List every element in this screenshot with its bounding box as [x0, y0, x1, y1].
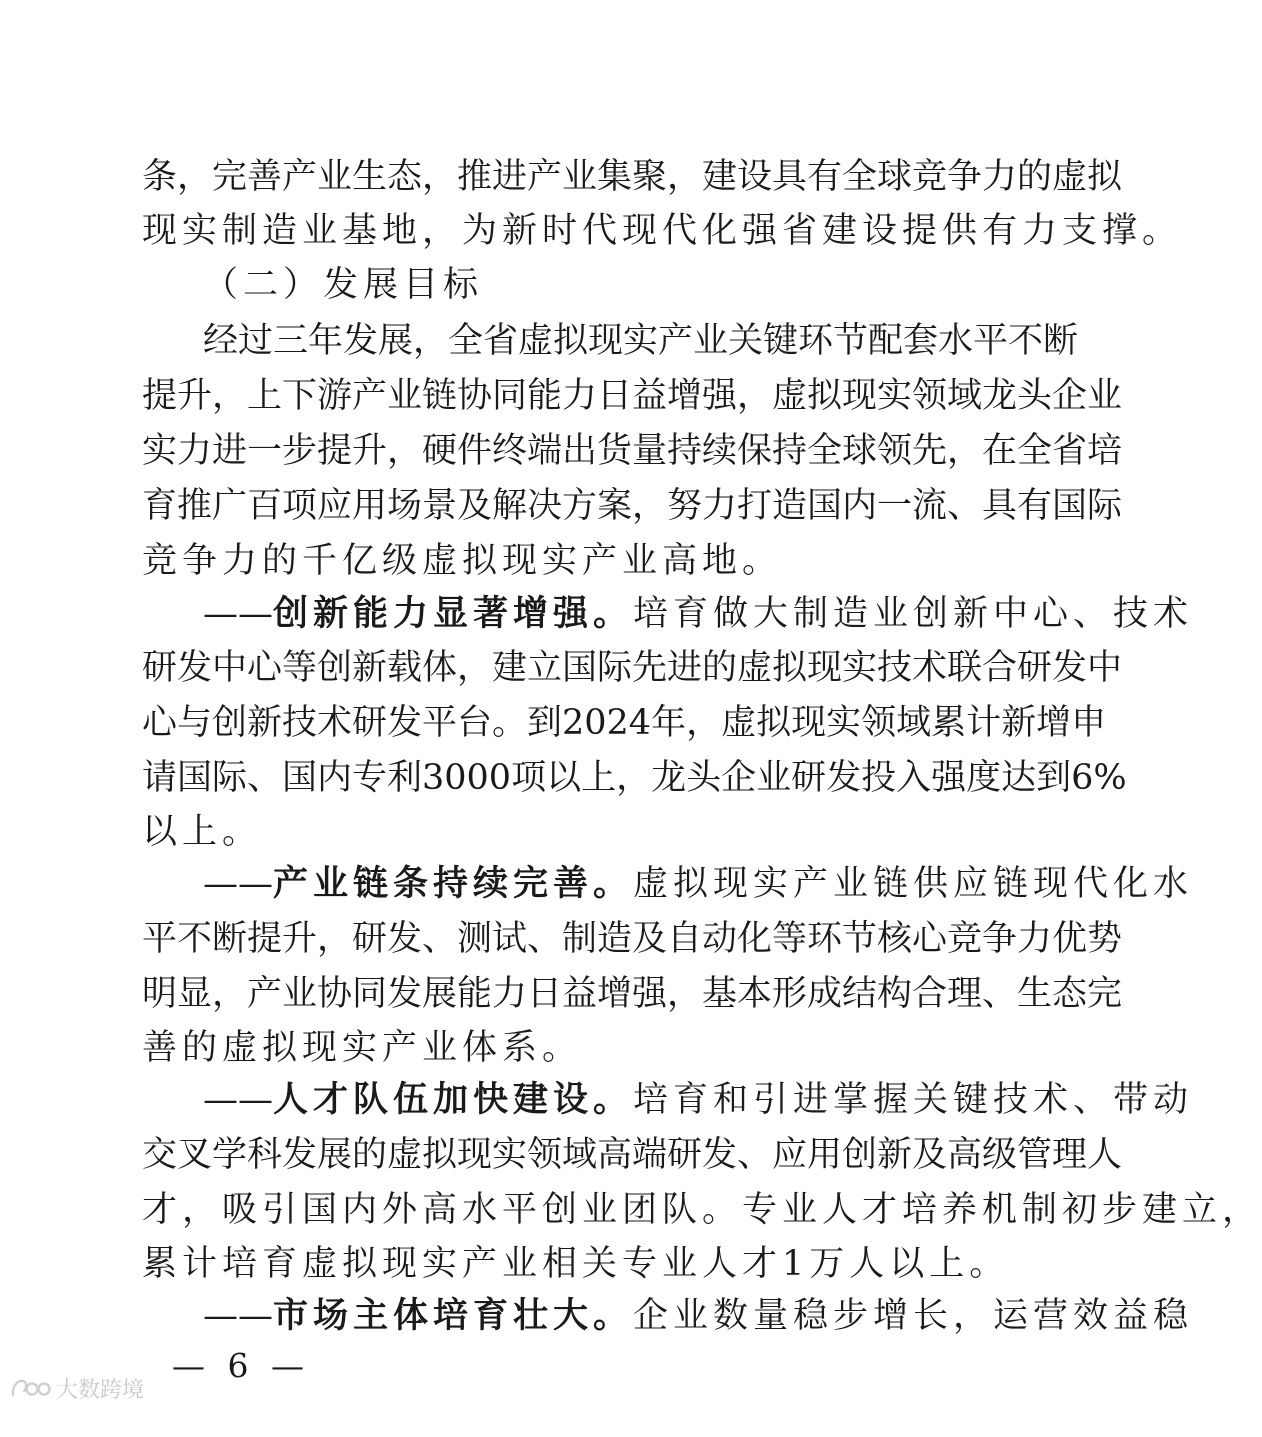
- item-heading: 人才队伍加快建设。: [273, 1079, 634, 1120]
- paragraph-line: 善的虚拟现实产业体系。: [142, 1028, 583, 1068]
- watermark: [10, 1373, 144, 1403]
- list-item: [203, 592, 1194, 636]
- paragraph-line: 竞争力的千亿级虚拟现实产业高地。: [142, 541, 783, 581]
- paragraph-line: 才，吸引国内外高水平创业团队。专业人才培养机制初步建立，: [142, 1190, 1262, 1230]
- paragraph-line: 经过三年发展，全省虚拟现实产业关键环节配套水平不断: [203, 321, 1079, 361]
- item-dash: ——: [203, 594, 273, 634]
- list-item: [203, 1078, 1194, 1122]
- paragraph-line: 累计培育虚拟现实产业相关专业人才1万人以上。: [142, 1244, 1010, 1284]
- item-text: 培育做大制造业创新中心、技术: [633, 594, 1194, 634]
- paragraph-line: 现实制造业基地，为新时代现代化强省建设提供有力支撑。: [142, 211, 1183, 251]
- paragraph-line: 心与创新技术研发平台。到2024年，虚拟现实领域累计新增申: [142, 703, 1107, 743]
- section-heading: （二）发展目标: [203, 265, 484, 305]
- paragraph-line: 育推广百项应用场景及解决方案，努力打造国内一流、具有国际: [142, 486, 1123, 526]
- item-text: 企业数量稳步增长，运营效益稳: [633, 1296, 1194, 1336]
- item-dash: ——: [203, 864, 273, 904]
- item-text: 虚拟现实产业链供应链现代化水: [633, 864, 1194, 904]
- paragraph-line: 以上。: [142, 812, 263, 852]
- page-number: — 6 —: [172, 1346, 310, 1385]
- paragraph-line: 明显，产业协同发展能力日益增强，基本形成结构合理、生态完: [142, 974, 1123, 1014]
- paragraph-line: 平不断提升，研发、测试、制造及自动化等环节核心竞争力优势: [142, 919, 1123, 959]
- list-item: [203, 1294, 1194, 1338]
- paragraph-line: 研发中心等创新载体，建立国际先进的虚拟现实技术联合研发中: [142, 648, 1123, 688]
- watermark-logo-icon: [10, 1376, 52, 1400]
- paragraph-line: 实力进一步提升，硬件终端出货量持续保持全球领先，在全省培: [142, 431, 1123, 471]
- item-heading: 产业链条持续完善。: [273, 863, 634, 904]
- item-heading: 创新能力显著增强。: [273, 593, 634, 634]
- item-text: 培育和引进掌握关键技术、带动: [633, 1080, 1194, 1120]
- watermark-text: 大数跨境: [56, 1377, 145, 1403]
- item-heading: 市场主体培育壮大。: [273, 1295, 634, 1336]
- paragraph-line: 提升，上下游产业链协同能力日益增强，虚拟现实领域龙头企业: [142, 376, 1123, 416]
- item-dash: ——: [203, 1296, 273, 1336]
- paragraph-line: 交叉学科发展的虚拟现实领域高端研发、应用创新及高级管理人: [142, 1135, 1123, 1175]
- paragraph-line: 请国际、国内专利3000项以上，龙头企业研发投入强度达到6%: [142, 758, 1127, 798]
- paragraph-line: 条，完善产业生态，推进产业集聚，建设具有全球竞争力的虚拟: [142, 157, 1123, 197]
- list-item: [203, 862, 1194, 906]
- item-dash: ——: [203, 1080, 273, 1120]
